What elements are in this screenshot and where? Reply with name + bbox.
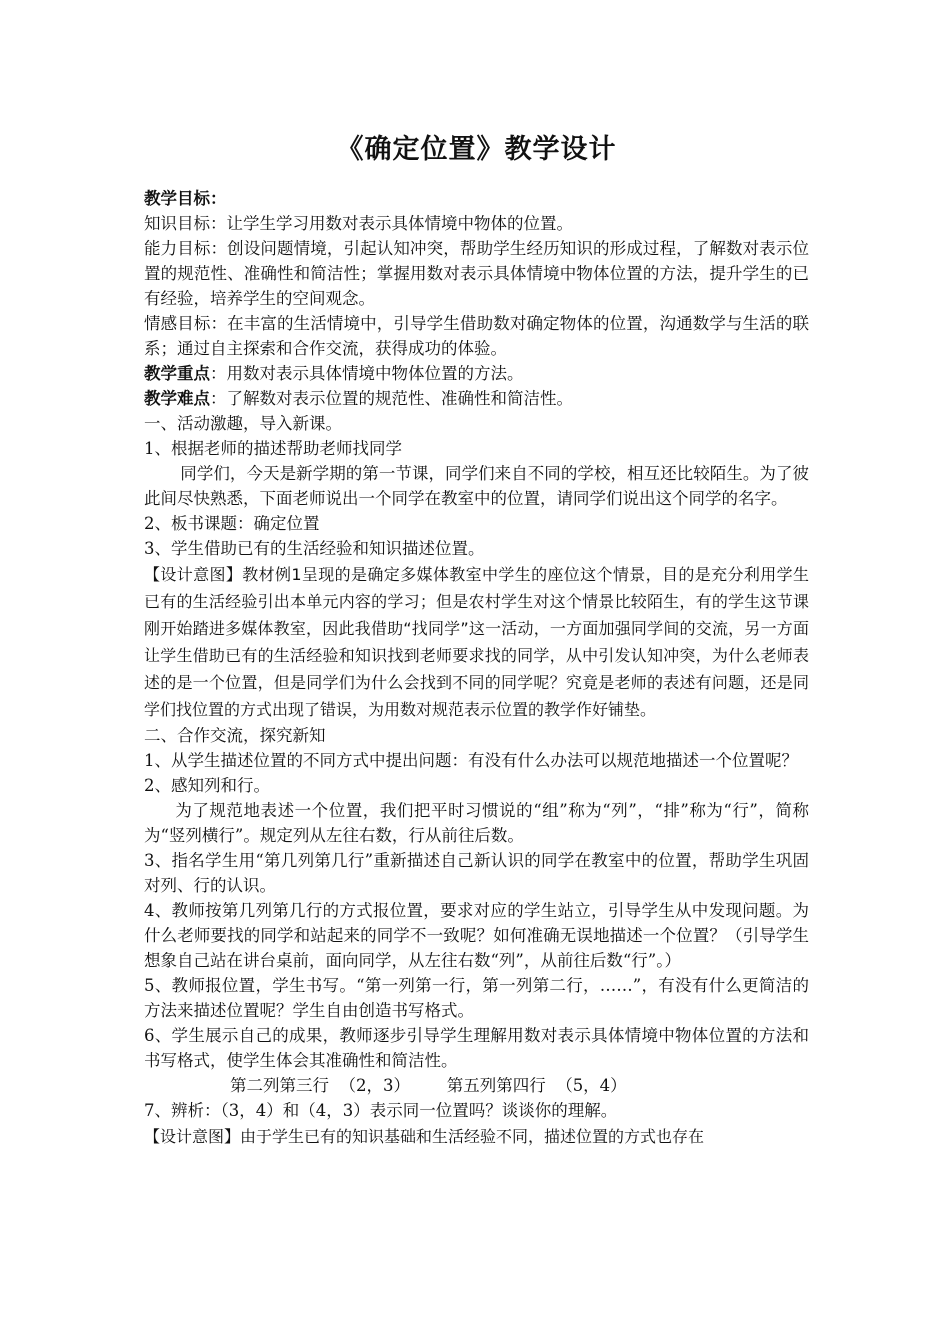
- knowledge-goal: 知识目标：让学生学习用数对表示具体情境中物体的位置。: [144, 214, 573, 233]
- part2-item1: 1、从学生描述位置的不同方式中提出问题：有没有什么办法可以规范地描述一个位置呢？: [144, 751, 798, 770]
- difficulty-label: 教学难点: [144, 389, 210, 408]
- part1-heading: 一、活动激趣，导入新课。: [144, 414, 342, 433]
- part2-item5: 5、教师报位置，学生书写。“第一列第一行，第一列第二行，……”，有没有什么更简洁的方法来描述位置呢？学生自由创造书写格式。: [144, 976, 809, 1020]
- part2-item2-text: 为了规范地表述一个位置，我们把平时习惯说的“组”称为“列”，“排”称为“行”，简称为“竖列横行”。规定列从左往右数，行从前往后数。: [144, 801, 809, 845]
- ability-goal: 能力目标：创设问题情境，引起认知冲突，帮助学生经历知识的形成过程，了解数对表示位置的规范性、准确性和简洁性；掌握用数对表示具体情境中物体位置的方法，提升学生的已有经验，培养学生的空间观念。: [144, 239, 809, 308]
- document-title: 《确定位置》教学设计: [336, 134, 617, 165]
- example-line: 第二列第三行 （2，3） 第五列第四行 （5，4）: [230, 1076, 627, 1095]
- difficulty-text: ：了解数对表示位置的规范性、准确性和简洁性。: [210, 389, 573, 408]
- key-point-label: 教学重点: [144, 364, 210, 383]
- difficulty: [144, 386, 809, 411]
- document-page: [144, 128, 809, 1150]
- part2-item4: 4、教师按第几列第几行的方式报位置，要求对应的学生站立，引导学生从中发现问题。为什么老师要找的同学和站起来的同学不一致呢？如何准确无误地描述一个位置？（引导学生想象自己站在讲台桌前，面向同学，从左往右数“列”，从前往后数“行”。）: [144, 901, 809, 970]
- design-intent-2: 【设计意图】由于学生已有的知识基础和生活经验不同，描述位置的方式也存在: [144, 1127, 705, 1146]
- part2-item2: 2、感知列和行。: [144, 776, 270, 795]
- part2-item7: 7、辨析：（3，4）和（4，3）表示同一位置吗？谈谈你的理解。: [144, 1101, 618, 1120]
- objectives-heading: 教学目标：: [144, 189, 227, 208]
- part1-item1: 1、根据老师的描述帮助老师找同学: [144, 439, 402, 458]
- key-point: [144, 361, 809, 386]
- part1-item2: 2、板书课题：确定位置: [144, 514, 320, 533]
- part2-heading: 二、合作交流，探究新知: [144, 726, 326, 745]
- part1-item1-text: 同学们，今天是新学期的第一节课，同学们来自不同的学校，相互还比较陌生。为了彼此间尽快熟悉，下面老师说出一个同学在教室中的位置，请同学们说出这个同学的名字。: [144, 464, 809, 508]
- design-intent-1: 【设计意图】教材例1呈现的是确定多媒体教室中学生的座位这个情景，目的是充分利用学生已有的生活经验引出本单元内容的学习；但是农村学生对这个情景比较陌生，有的学生这节课刚开始踏进多媒体教室，因此我借助“找同学”这一活动，一方面加强同学间的交流，另一方面让学生借助已有的生活经验和知识找到老师要求找的同学，从中引发认知冲突，为什么老师表述的是一个位置，但是同学们为什么会找到不同的同学呢？究竟是老师的表述有问题，还是同学们找位置的方式出现了错误，为用数对规范表示位置的教学作好铺垫。: [144, 565, 809, 719]
- part1-item3: 3、学生借助已有的生活经验和知识描述位置。: [144, 539, 485, 558]
- part2-item3: 3、指名学生用“第几列第几行”重新描述自己新认识的同学在教室中的位置，帮助学生巩固对列、行的认识。: [144, 851, 809, 895]
- part2-item6: 6、学生展示自己的成果，教师逐步引导学生理解用数对表示具体情境中物体位置的方法和书写格式，使学生体会其准确性和简洁性。: [144, 1026, 809, 1070]
- emotion-goal: 情感目标：在丰富的生活情境中，引导学生借助数对确定物体的位置，沟通数学与生活的联系；通过自主探索和合作交流，获得成功的体验。: [144, 314, 809, 358]
- key-point-text: ：用数对表示具体情境中物体位置的方法。: [210, 364, 524, 383]
